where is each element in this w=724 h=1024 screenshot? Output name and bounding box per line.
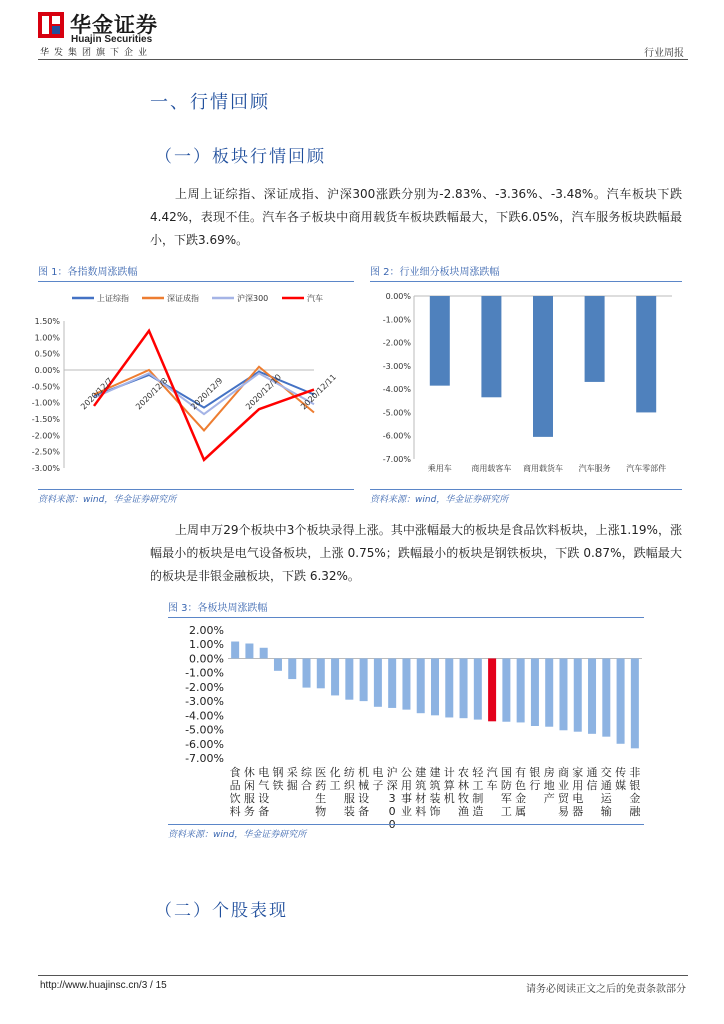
legend-label: 上证综指 — [97, 294, 129, 303]
y-tick-label: -2.50% — [31, 447, 60, 457]
x-tick-label: 交通运输 — [600, 766, 612, 818]
x-tick-label: 汽车 — [486, 766, 498, 792]
x-tick-label: 非银金融 — [629, 766, 641, 818]
bar — [488, 658, 496, 721]
x-tick-label: 综合 — [301, 766, 313, 792]
y-tick-label: -7.00% — [382, 455, 411, 464]
section-title: 一、行情回顾 — [150, 92, 270, 113]
x-tick-label: 汽车服务 — [578, 464, 611, 473]
x-tick-label: 钢铁 — [272, 766, 284, 792]
bar — [431, 658, 439, 715]
y-tick-label: -3.00% — [185, 695, 224, 709]
x-tick-label: 商用载客车 — [471, 464, 512, 473]
y-tick-label: -4.00% — [185, 709, 224, 723]
bar — [245, 644, 253, 659]
x-tick-label: 医药生物 — [315, 766, 327, 818]
document-type: 行业周报 — [644, 48, 684, 59]
x-tick-label: 沪深 3 0 0 — [386, 766, 398, 831]
y-tick-label: 1.00% — [189, 638, 224, 652]
bar — [617, 658, 625, 743]
bar — [374, 658, 382, 706]
y-tick-label: 0.50% — [34, 349, 60, 359]
bar — [533, 296, 553, 437]
y-tick-label: -1.50% — [31, 415, 60, 424]
bar — [345, 658, 353, 699]
x-tick-label: 机械设备 — [358, 766, 370, 818]
x-tick-label: 公用事业 — [400, 766, 412, 818]
brand-logo — [38, 10, 218, 46]
y-tick-label: -2.00% — [382, 338, 411, 348]
page-footer — [38, 975, 688, 995]
x-tick-label: 建筑材料 — [415, 766, 427, 818]
bar — [288, 658, 296, 679]
index-line-chart — [31, 282, 354, 482]
legend-label: 深证成指 — [167, 294, 199, 303]
y-tick-label: -3.00% — [31, 464, 60, 473]
figure-1-source: 资料来源：wind，华金证券研究所 — [38, 489, 354, 505]
bar — [460, 658, 468, 718]
bar — [430, 296, 450, 386]
y-tick-label: 0.00% — [34, 366, 60, 375]
brand-name-en: Huajin Securities — [71, 34, 153, 45]
brand-slogan: 华发集团旗下企业 — [40, 48, 153, 58]
y-tick-label: -5.00% — [382, 408, 411, 418]
bar — [588, 658, 596, 733]
x-tick-label: 2020/12/7 — [79, 376, 115, 412]
y-tick-label: 1.00% — [34, 333, 60, 343]
bar — [231, 642, 239, 659]
x-tick-label: 2020/12/9 — [189, 376, 225, 412]
x-tick-label: 传媒 — [615, 766, 627, 792]
x-tick-label: 2020/12/8 — [134, 376, 170, 412]
figure-2-title: 图 2：行业细分板块周涨跌幅 — [370, 263, 682, 282]
bar — [545, 658, 553, 726]
paragraph-index-review: 上周上证综指、深证成指、沪深300涨跌分别为-2.83%、-3.36%、-3.48%。汽车板块下跌4.42%，表现不佳。汽车各子板块中商用载货车板块跌幅最大，下跌6.05%，汽车服务板块跌幅最小，下跌3.69%。 — [150, 187, 682, 247]
bar — [585, 296, 605, 382]
y-tick-label: 0.00% — [189, 652, 224, 666]
x-tick-label: 银行 — [529, 766, 541, 792]
bar — [602, 658, 610, 736]
brand-name-cn: 华金证券 — [70, 13, 158, 37]
y-tick-label: 0.00% — [385, 292, 411, 301]
x-tick-label: 乘用车 — [427, 464, 452, 473]
bar — [517, 658, 525, 722]
bar — [474, 658, 482, 719]
bar — [531, 658, 539, 726]
bar — [260, 648, 268, 659]
x-tick-label: 通信 — [586, 766, 598, 792]
bar — [559, 658, 567, 730]
x-tick-label: 农林牧渔 — [458, 766, 470, 818]
x-tick-label: 建筑装饰 — [429, 766, 441, 818]
x-tick-label: 汽车零部件 — [626, 464, 667, 473]
footer-disclaimer: 请务必阅读正文之后的免责条款部分 — [526, 984, 686, 995]
x-tick-label: 电子 — [372, 766, 384, 792]
x-tick-label: 房地产 — [543, 766, 555, 805]
page-header — [38, 8, 688, 60]
y-tick-label: 2.00% — [189, 624, 224, 637]
figure-3-title: 图 3：各板块周涨跌幅 — [168, 599, 644, 618]
bar — [274, 658, 282, 670]
x-tick-label: 商用载货车 — [523, 464, 563, 473]
bar — [417, 658, 425, 713]
y-tick-label: -4.00% — [382, 385, 411, 395]
bar — [574, 658, 582, 731]
bar — [303, 658, 311, 687]
y-tick-label: -2.00% — [31, 431, 60, 441]
figure-2-source: 资料来源：wind，华金证券研究所 — [370, 489, 682, 505]
y-tick-label: -6.00% — [185, 737, 224, 751]
y-tick-label: -3.00% — [382, 361, 411, 371]
sector-bar-chart — [168, 618, 644, 831]
x-tick-label: 有色金属 — [515, 766, 527, 818]
x-tick-label: 国防军工 — [500, 766, 512, 818]
figure-1-title: 图 1：各指数周涨跌幅 — [38, 263, 354, 282]
bar — [317, 658, 325, 688]
bar — [360, 658, 368, 701]
paragraph-sector-review: 上周申万29个板块中3个板块录得上涨。其中涨幅最大的板块是食品饮料板块，上涨1.19%，涨幅最小的板块是电气设备板块，上涨 0.75%；跌幅最小的板块是钢铁板块，下跌 0.87%，跌幅最大的板块是非银金融板块，下跌 6.32%。 — [150, 523, 682, 583]
subsection-title: （一）板块行情回顾 — [155, 147, 326, 167]
x-tick-label: 2020/12/10 — [244, 372, 284, 412]
x-tick-label: 化工 — [329, 766, 341, 792]
x-tick-label: 休闲服务 — [243, 766, 255, 818]
x-tick-label: 食品饮料 — [229, 766, 241, 818]
y-tick-label: -1.00% — [382, 315, 411, 325]
footer-url[interactable]: http://www.huajinsc.cn/3 / 15 — [40, 980, 167, 991]
x-tick-label: 商业贸易 — [557, 766, 569, 818]
x-tick-label: 家用电器 — [572, 766, 584, 818]
bar — [636, 296, 656, 412]
x-tick-label: 计算机 — [443, 766, 455, 805]
y-tick-label: -7.00% — [185, 752, 224, 765]
bar — [331, 658, 339, 695]
bar — [388, 658, 396, 707]
figure-3-source: 资料来源：wind，华金证券研究所 — [168, 824, 644, 840]
subsector-bar-chart — [370, 282, 682, 482]
bar — [445, 658, 453, 717]
bar — [631, 658, 639, 748]
y-tick-label: -5.00% — [185, 723, 224, 737]
bar — [402, 658, 410, 709]
y-tick-label: -2.00% — [185, 680, 224, 694]
x-tick-label: 2020/12/11 — [299, 372, 339, 412]
y-tick-label: 1.50% — [34, 317, 60, 326]
y-tick-label: -1.00% — [185, 666, 224, 680]
subsection-title-stocks: （二）个股表现 — [155, 901, 288, 921]
x-tick-label: 采掘 — [286, 766, 298, 792]
legend-label: 沪深300 — [237, 294, 269, 303]
y-tick-label: -6.00% — [382, 431, 411, 441]
x-tick-label: 纺织服装 — [343, 766, 355, 818]
legend-label: 汽车 — [307, 294, 323, 303]
bar — [502, 658, 510, 721]
x-tick-label: 电气设备 — [258, 766, 270, 818]
y-tick-label: -0.50% — [31, 382, 60, 392]
bar — [481, 296, 501, 397]
x-tick-label: 轻工制造 — [472, 766, 484, 818]
logo-mark-icon — [38, 12, 64, 38]
y-tick-label: -1.00% — [31, 398, 60, 408]
